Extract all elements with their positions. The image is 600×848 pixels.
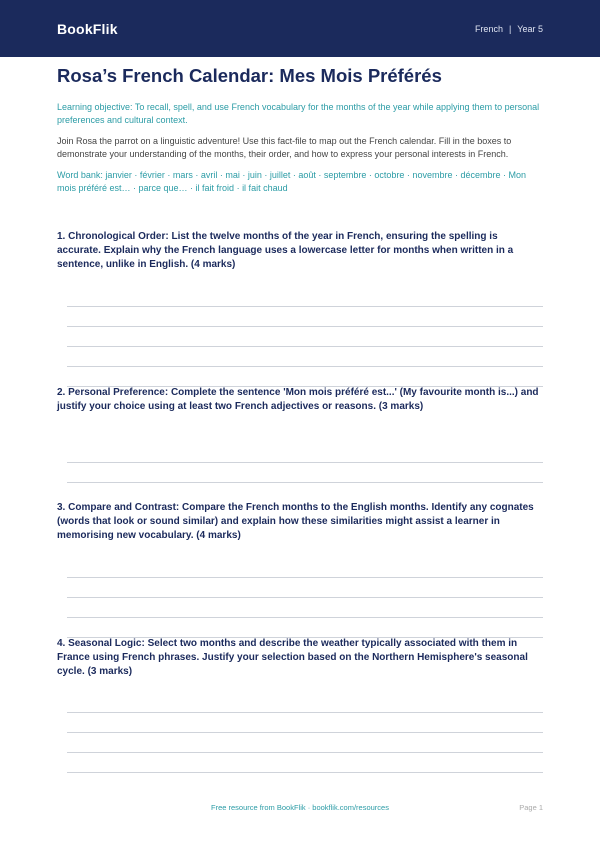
question-4 (57, 637, 543, 679)
answer-line[interactable] (67, 482, 543, 483)
answer-line[interactable] (67, 712, 543, 713)
answer-line[interactable] (67, 617, 543, 618)
question-2 (57, 386, 543, 414)
answer-line[interactable] (67, 462, 543, 463)
answer-line[interactable] (67, 346, 543, 347)
learning-objective: Learning objective: To recall, spell, and use French vocabulary for the months of the year while applying them to personal preferences and cultural context. (57, 102, 540, 125)
intro-text: Join Rosa the parrot on a linguistic adventure! Use this fact-file to map out the French calendar. Fill in the boxes to demonstrate your understanding of the months, their order, and how to express your personal interests in French. (57, 136, 512, 159)
year-label: Year 5 (517, 23, 543, 34)
subject-label: French (474, 23, 503, 34)
intro-section (57, 64, 543, 195)
answer-line[interactable] (67, 772, 543, 773)
question-text: 4. Seasonal Logic: Select two months and describe the weather typically associated with them in France using French phrases. Justify your selection based on the Northern Hemisphere's seasonal cycle. (3 marks) (57, 638, 528, 677)
brand-logo: BookFlik (57, 20, 118, 37)
answer-line[interactable] (67, 597, 543, 598)
question-text: 1. Chronological Order: List the twelve months of the year in French, ensuring the spelling is accurate. Explain why the French language uses a lowercase letter for months when written in a sentence, unlike in English. (4 marks) (57, 231, 514, 270)
page-footer (0, 803, 600, 815)
page-number: Page 1 (519, 803, 543, 812)
footer-link[interactable]: Free resource from BookFlik · bookflik.com/resources (211, 803, 389, 812)
word-bank: Word bank: janvier · février · mars · avril · mai · juin · juillet · août · septembre · octobre · novembre · décembre · Mon mois préféré est… · parce que… · il fait froid · il fait chaud (57, 170, 526, 193)
question-text: 3. Compare and Contrast: Compare the French months to the English months. Identify any cognates (words that look or sound similar) and explain how these similarities might assist a learner in memorising new vocabulary. (4 marks) (57, 502, 534, 541)
question-1 (57, 230, 543, 272)
question-3 (57, 501, 543, 543)
meta-separator: | (508, 23, 512, 34)
question-text: 2. Personal Preference: Complete the sentence 'Mon mois préféré est...' (My favourite month is...) and justify your choice using at least two French adjectives or reasons. (3 marks) (57, 387, 539, 412)
answer-line[interactable] (67, 326, 543, 327)
answer-line[interactable] (67, 732, 543, 733)
page-title: Rosa’s French Calendar: Mes Mois Préférés (57, 65, 442, 86)
page-header (0, 0, 600, 57)
answer-line[interactable] (67, 366, 543, 367)
header-meta (475, 24, 543, 34)
answer-line[interactable] (67, 306, 543, 307)
answer-line[interactable] (67, 577, 543, 578)
answer-line[interactable] (67, 752, 543, 753)
